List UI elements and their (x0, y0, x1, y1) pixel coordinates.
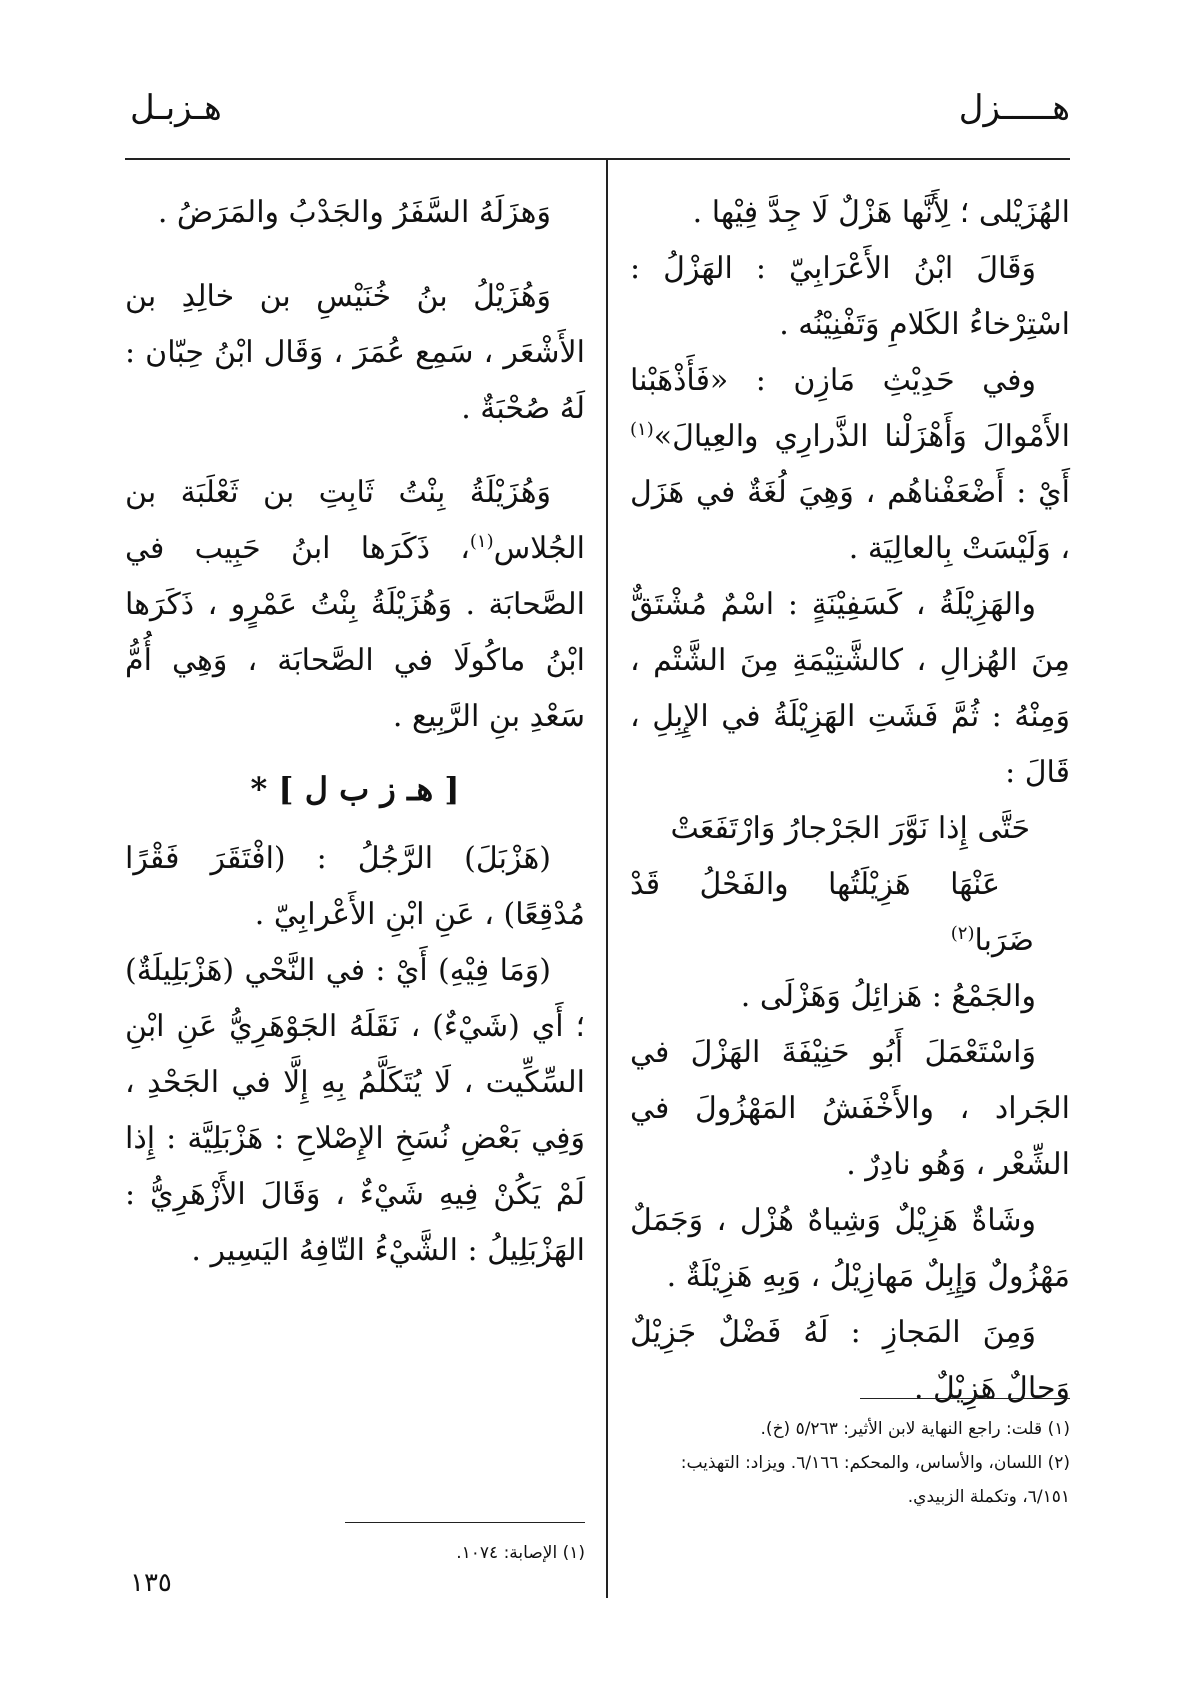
paragraph: والجَمْعُ : هَزائِلُ وَهَزْلَى . (740, 979, 1036, 1014)
paragraph-text: ، ذَكَرَها ابنُ حَبِيب في الصَّحابَة . وَهُزَيْلَةُ بِنْتُ عَمْرٍو ، ذَكَرَها ابْنُ ماكُولَا في الصَّحابَة ، وَهِي أُمُّ سَعْدِ بنِ الرَّبِيع . (125, 531, 585, 734)
paragraph: وشَاةٌ هَزِيْلٌ وَشِياهٌ هُزْل ، وَجَمَلٌ مَهْزُولٌ وَإِبِلٌ مَهازِيْلُ ، وَبِهِ هَزِيْلَةٌ . (630, 1203, 1070, 1294)
paragraph-text: أَيْ : أَضْعَفْناهُم ، وَهِيَ لُغَةٌ في هَزَل ، وَلَيْسَتْ بِالعالِيَة . (630, 475, 1070, 566)
entry-heading: [ هـ ز ب ل ] * (250, 770, 460, 808)
column-divider (606, 158, 608, 1598)
spacer (125, 437, 585, 465)
header-rule (125, 158, 1070, 160)
footnote-reference: (١) (630, 419, 654, 440)
paragraph-text: وَهُزَيْلَةُ بِنْتُ ثَابِتِ بن ثَعْلَبَة بن الجُلاس (125, 475, 585, 566)
footnotes-left (345, 1536, 585, 1570)
paragraph: وَقَالَ ابْنُ الأَعْرَابِيّ : الهَزْلُ : اسْتِرْخاءُ الكَلامِ وَتَفْنِيْنُه . (630, 251, 1070, 342)
paragraph: الهُزَيْلى ؛ لِأَنَّها هَزْلٌ لَا جِدَّ فِيْها . (692, 195, 1070, 230)
paragraph-text: وفي حَدِيْثِ مَازِن : «فَأَذْهَبْنا الأَمْوالَ وَأَهْزَلْنا الذَّرارِي والعِيالَ» (630, 363, 1070, 454)
page-number: ١٣٥ (130, 1568, 172, 1598)
spacer (125, 241, 585, 269)
footnote: (١) الإصابة: ١٠٧٤. (456, 1543, 585, 1563)
verse-second-hemistich (630, 857, 1070, 969)
footnote-rule-left (345, 1522, 585, 1523)
footnote: (١) قلت: راجع النهاية لابن الأثير: ٥/٢٦٣ (خ). (760, 1419, 1070, 1439)
paragraph (125, 465, 585, 745)
running-header-left: هـزبـل (130, 88, 222, 128)
footnote-reference: (١) (469, 531, 494, 552)
paragraph: وَمِنَ المَجازِ : لَهُ فَضْلٌ جَزِيْلٌ وَحالٌ هَزِيْلٌ . (630, 1315, 1070, 1406)
footnote: (٢) اللسان، والأساس، والمحكم: ٦/١٦٦. ويزاد: التهذيب: ٦/١٥١، وتكملة الزبيدي. (680, 1453, 1070, 1507)
verse-text: عَنْهَا هَزِيْلَتُها والفَحْلُ قَدْ ضَرَبا (630, 867, 1034, 958)
paragraph: (هَزْبَلَ) الرَّجُلُ : (افْتَقَرَ فَقْرًا مُدْقِعًا) ، عَنِ ابْنِ الأَعْرابِيّ . (125, 841, 585, 932)
running-header-right: هـــــزل (958, 88, 1070, 128)
right-column (630, 185, 1070, 1417)
footnotes-right (630, 1412, 1070, 1514)
footnote-rule-right (860, 1398, 1070, 1399)
paragraph: وَهزَلَهُ السَّفَرُ والجَدْبُ والمَرَضُ . (157, 195, 551, 230)
verse-first-hemistich: حَتَّى إِذا نَوَّرَ الجَرْجارُ وَارْتَفَعَتْ (670, 811, 1030, 846)
paragraph: وَهُزَيْلُ بنُ خُنَيْسِ بن خالِدِ بن الأَشْعَر ، سَمِع عُمَرَ ، وَقَال ابْنُ حِبّان : لَهُ صُحْبَةٌ . (125, 279, 585, 426)
paragraph: وَاسْتَعْمَلَ أَبُو حَنِيْفَةَ الهَزْلَ في الجَراد ، والأَخْفَشُ المَهْزُولَ في الشِّعْر ، وَهُو نادِرٌ . (630, 1035, 1070, 1182)
paragraph (630, 353, 1070, 577)
footnote-reference: (٢) (950, 923, 975, 944)
left-column (125, 185, 585, 1279)
paragraph: والهَزِيْلَةُ ، كَسَفِيْنَةٍ : اسْمٌ مُشْتَقٌّ مِنَ الهُزالِ ، كالشَّتِيْمَةِ مِنَ الشَّتْم ، وَمِنْهُ : ثُمَّ فَشَتِ الهَزِيْلَةُ في الإِبِلِ ، قَالَ : (630, 587, 1070, 790)
paragraph: (وَمَا فِيْهِ) أَيْ : في النَّحْي (هَزْبَلِيلَةٌ) ؛ أَي (شَيْءٌ) ، نَقَلَهُ الجَوْهَرِيُّ عَنِ ابْنِ السِّكِّيت ، لَا يُتَكَلَّمُ بِهِ إِلَّا في الجَحْدِ ، وَفِي بَعْضِ نُسَخِ الإِصْلاحِ : هَزْبَلِيَّة : إِذا لَمْ يَكُنْ فِيهِ شَيْءٌ ، وَقَالَ الأَزْهَرِيُّ : الهَزْبَلِيلُ : الشَّيْءُ التّافِهُ اليَسِير . (125, 953, 585, 1268)
